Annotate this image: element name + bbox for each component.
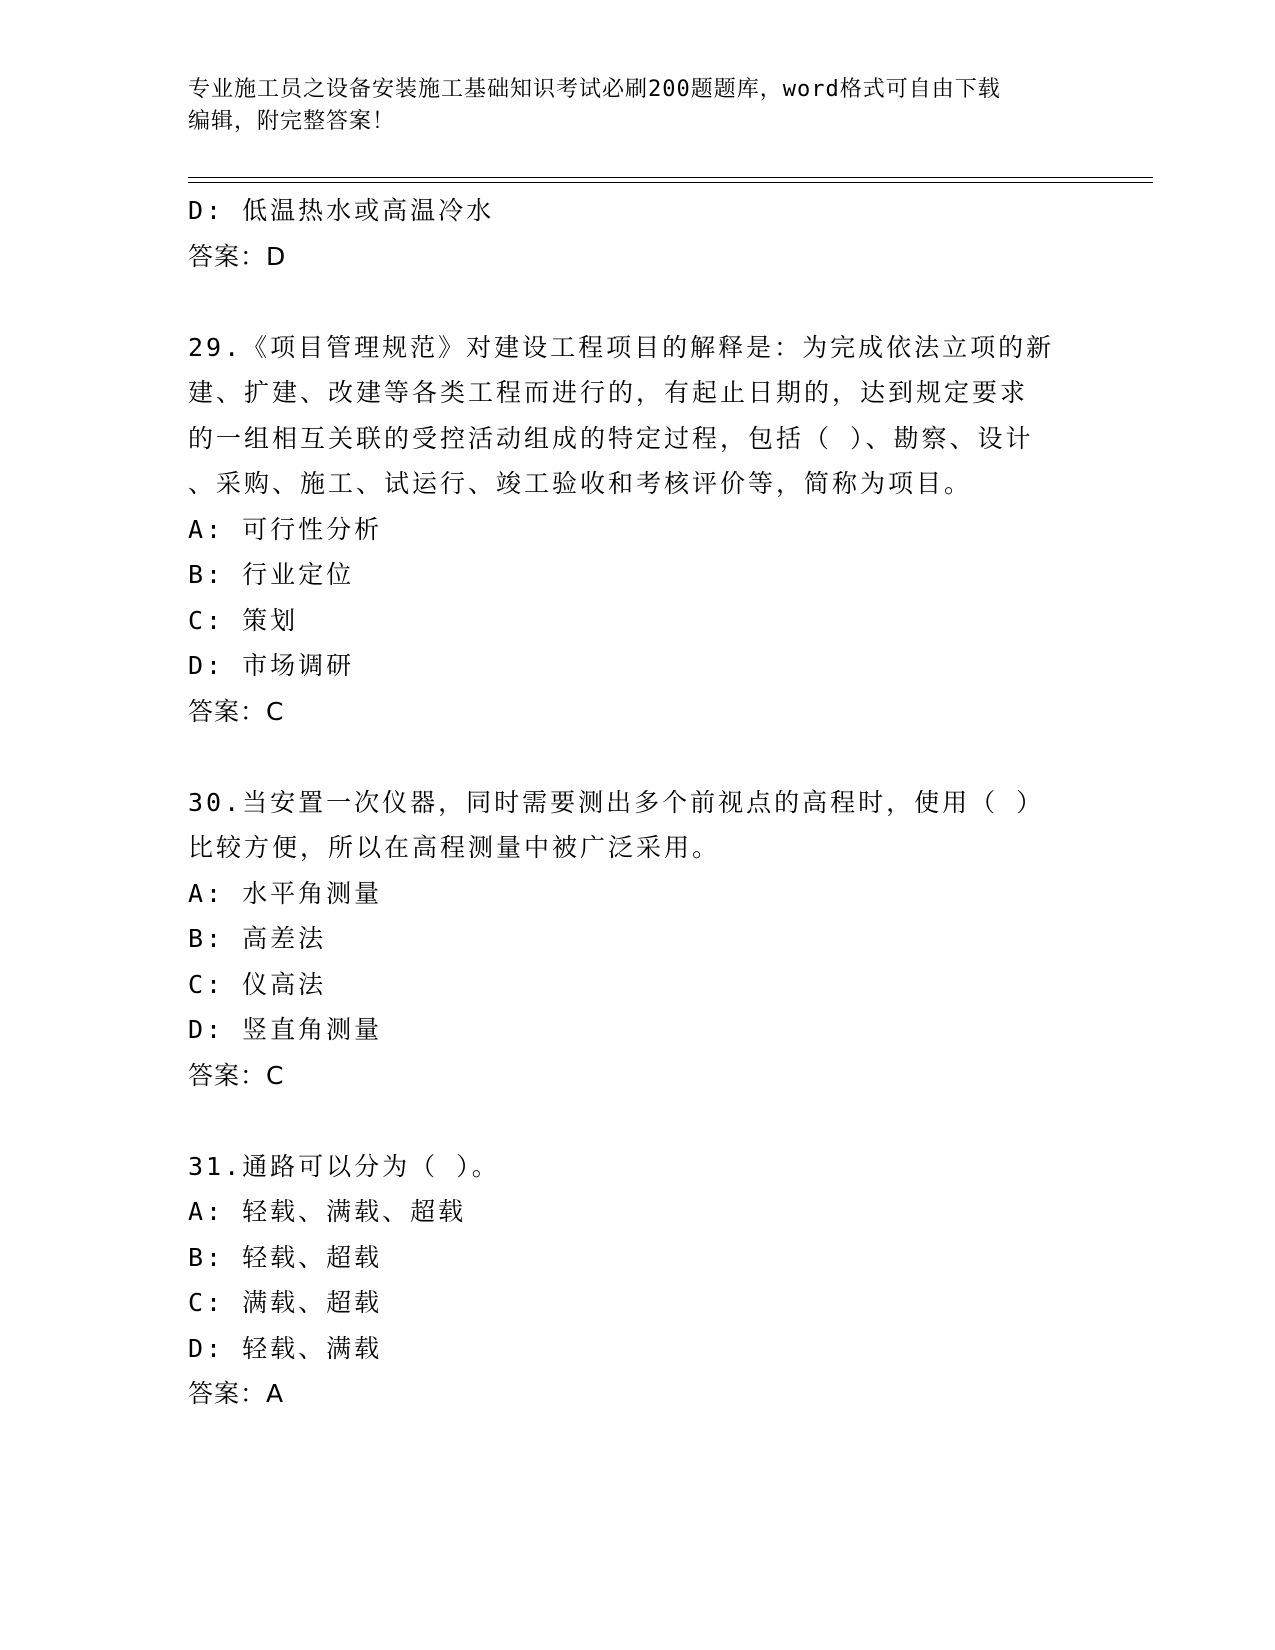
header-rule-top bbox=[188, 177, 1153, 178]
option-d: D: 轻载、满载 bbox=[188, 1333, 383, 1363]
question-31 bbox=[188, 1144, 1088, 1417]
option-c: C: 策划 bbox=[188, 605, 299, 635]
question-stem-line: 、采购、施工、试运行、竣工验收和考核评价等，简称为项目。 bbox=[188, 469, 973, 498]
answer-line: 答案：C bbox=[188, 1060, 285, 1090]
question-stem-line: 31.通路可以分为（ ）。 bbox=[188, 1151, 500, 1181]
header-line-2: 编辑，附完整答案！ bbox=[188, 109, 396, 134]
document-header bbox=[188, 74, 1088, 138]
option-a: A: 轻载、满载、超载 bbox=[188, 1197, 467, 1226]
spacer bbox=[188, 1098, 1088, 1144]
option-a: A: 可行性分析 bbox=[188, 514, 383, 544]
option-d: D: 市场调研 bbox=[188, 651, 355, 680]
question-content bbox=[188, 188, 1088, 1417]
option-b: B: 高差法 bbox=[188, 924, 327, 953]
option-c: C: 满载、超载 bbox=[188, 1288, 383, 1317]
option-d: D: 竖直角测量 bbox=[188, 1015, 383, 1044]
question-30 bbox=[188, 780, 1088, 1099]
option-c: C: 仪高法 bbox=[188, 969, 327, 999]
question-stem-line: 比较方便，所以在高程测量中被广泛采用。 bbox=[188, 833, 721, 862]
spacer bbox=[188, 279, 1088, 325]
question-29 bbox=[188, 325, 1088, 735]
answer-line: 答案：D bbox=[188, 241, 287, 271]
option-d: D: 低温热水或高温冷水 bbox=[188, 196, 495, 225]
answer-line: 答案：A bbox=[188, 1379, 285, 1408]
option-b: B: 行业定位 bbox=[188, 560, 355, 589]
previous-question-tail bbox=[188, 188, 1088, 279]
question-stem-line: 的一组相互关联的受控活动组成的特定过程，包括（ ）、勘察、设计 bbox=[188, 423, 1034, 453]
option-b: B: 轻载、超载 bbox=[188, 1242, 383, 1272]
question-stem-line: 29.《项目管理规范》对建设工程项目的解释是：为完成依法立项的新 bbox=[188, 332, 1055, 362]
question-stem-line: 建、扩建、改建等各类工程而进行的，有起止日期的，达到规定要求 bbox=[188, 378, 1029, 407]
answer-line: 答案：C bbox=[188, 696, 285, 726]
question-stem-line: 30.当安置一次仪器，同时需要测出多个前视点的高程时，使用（ ） bbox=[188, 787, 1045, 817]
header-rule-bottom bbox=[188, 182, 1153, 183]
option-a: A: 水平角测量 bbox=[188, 878, 383, 908]
spacer bbox=[188, 734, 1088, 780]
header-line-1: 专业施工员之设备安装施工基础知识考试必刷200题题库，word格式可自由下载 bbox=[188, 77, 1001, 102]
